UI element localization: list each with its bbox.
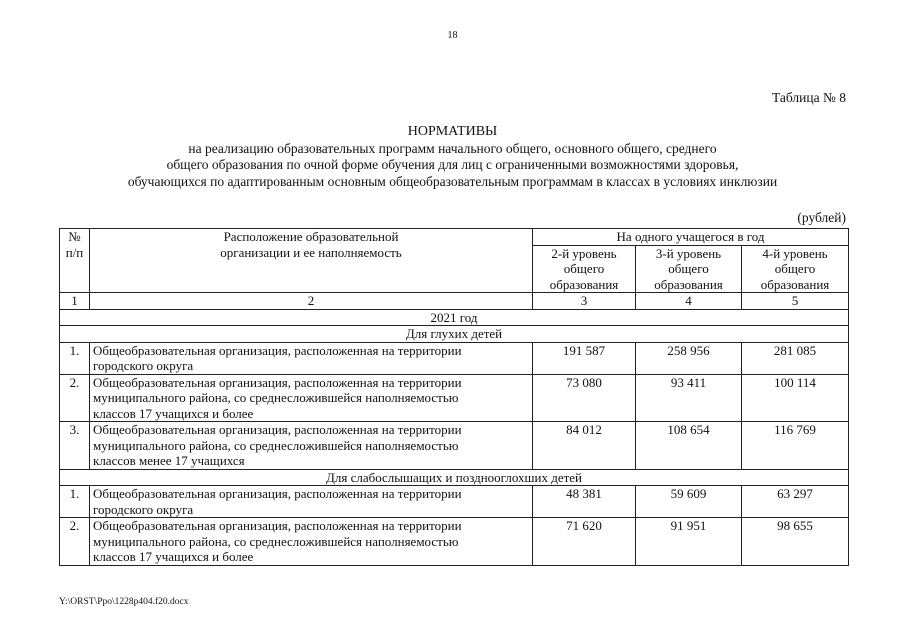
value-level-4: 116 769 (742, 422, 849, 470)
value-level-3: 93 411 (636, 374, 742, 422)
section-title: Для слабослышащих и позднооглохших детей (60, 469, 849, 486)
value-level-2: 71 620 (533, 518, 636, 566)
value-level-2: 73 080 (533, 374, 636, 422)
value-level-4: 63 297 (742, 486, 849, 518)
table-row (60, 342, 849, 374)
table-label: Таблица № 8 (772, 90, 846, 105)
section-row (60, 326, 849, 343)
value-level-3: 59 609 (636, 486, 742, 518)
header-level-3: 3-й уровень общего образования (636, 245, 742, 293)
header-row (60, 229, 849, 246)
table-row (60, 486, 849, 518)
column-number: 4 (636, 293, 742, 310)
column-number: 3 (533, 293, 636, 310)
column-number: 1 (60, 293, 90, 310)
file-path-footer: Y:\ORST\Ppo\1228p404.f20.docx (59, 597, 189, 607)
row-description: Общеобразовательная организация, расположенная на территории городского округа (90, 486, 533, 518)
row-description: Общеобразовательная организация, расположенная на территории муниципального района, со среднесложившейся наполняемостью классов 17 учащихся и более (90, 518, 533, 566)
value-level-4: 98 655 (742, 518, 849, 566)
header-group: На одного учащегося в год (533, 229, 849, 246)
row-description: Общеобразовательная организация, расположенная на территории муниципального района, со среднесложившейся наполняемостью классов менее 17 учащихся (90, 422, 533, 470)
value-level-4: 281 085 (742, 342, 849, 374)
header-location: Расположение образовательной организации и ее наполняемость (90, 229, 533, 293)
document-heading (0, 124, 905, 190)
heading-title: НОРМАТИВЫ (407, 124, 498, 139)
header-number: № п/п (60, 229, 90, 293)
section-title: Для глухих детей (60, 326, 849, 343)
value-level-2: 84 012 (533, 422, 636, 470)
value-level-3: 108 654 (636, 422, 742, 470)
header-level-4: 4-й уровень общего образования (742, 245, 849, 293)
table-row (60, 422, 849, 470)
table-row (60, 518, 849, 566)
value-level-2: 48 381 (533, 486, 636, 518)
value-level-2: 191 587 (533, 342, 636, 374)
value-level-3: 91 951 (636, 518, 742, 566)
heading-line: обучающихся по адаптированным основным общеобразовательным программам в классах в условиях инклюзии (127, 173, 778, 189)
column-number: 2 (90, 293, 533, 310)
table-row (60, 374, 849, 422)
row-number: 3. (60, 422, 90, 470)
header-level-2: 2-й уровень общего образования (533, 245, 636, 293)
year-row (60, 309, 849, 326)
row-number: 1. (60, 342, 90, 374)
units-label: (рублей) (797, 210, 846, 225)
norms-table (59, 228, 849, 566)
row-number: 2. (60, 374, 90, 422)
year-label: 2021 год (60, 309, 849, 326)
page-number: 18 (447, 30, 458, 41)
row-number: 1. (60, 486, 90, 518)
column-numbers-row (60, 293, 849, 310)
row-description: Общеобразовательная организация, расположенная на территории городского округа (90, 342, 533, 374)
heading-line: на реализацию образовательных программ начального общего, основного общего, среднего (188, 140, 717, 156)
row-description: Общеобразовательная организация, расположенная на территории муниципального района, со среднесложившейся наполняемостью классов 17 учащихся и более (90, 374, 533, 422)
value-level-3: 258 956 (636, 342, 742, 374)
value-level-4: 100 114 (742, 374, 849, 422)
column-number: 5 (742, 293, 849, 310)
heading-line: общего образования по очной форме обучения для лиц с ограниченными возможностями здоровья, (166, 157, 739, 172)
section-row (60, 469, 849, 486)
row-number: 2. (60, 518, 90, 566)
